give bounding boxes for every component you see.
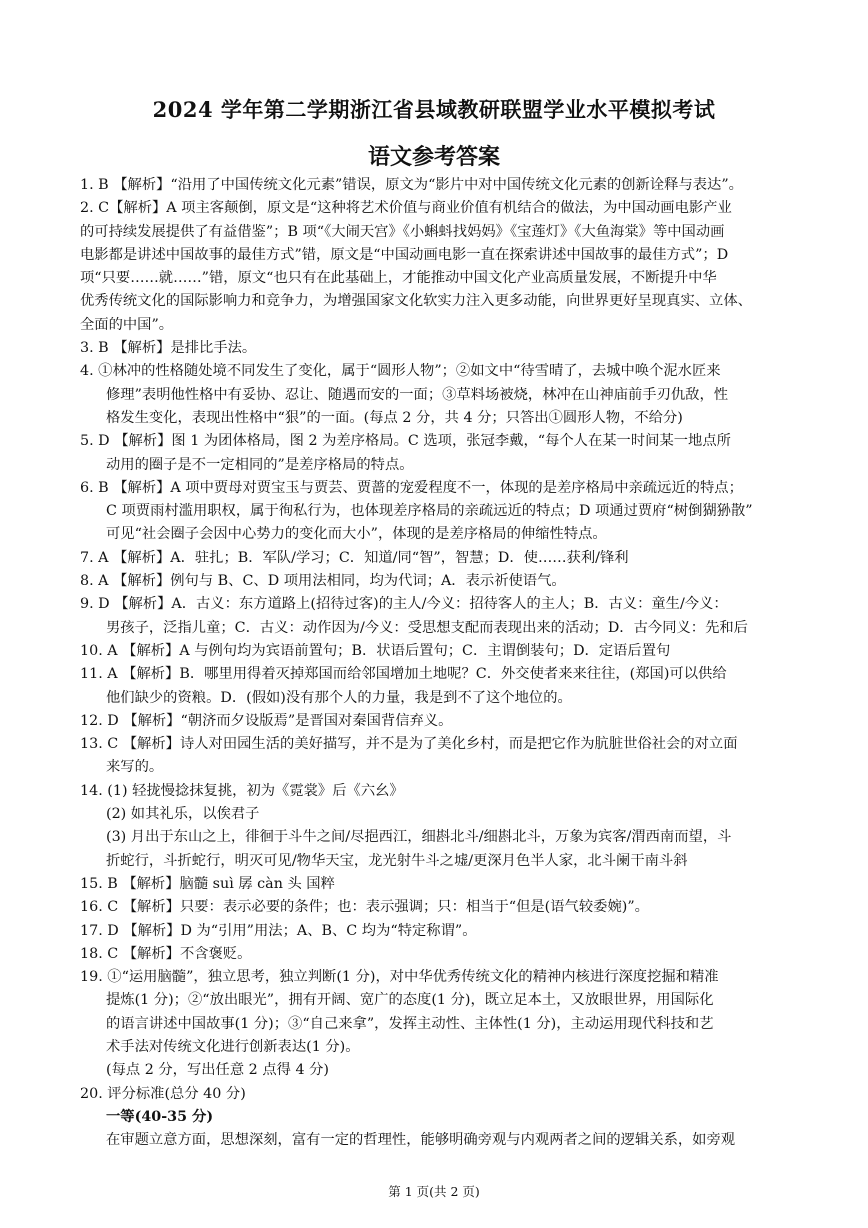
answer-line: 11. A 【解析】B．哪里用得着灭掉郑国而给邻国增加土地呢？C．外交使者来来往往，(郑国)可以供给 <box>80 666 727 683</box>
answer-line: 一等(40-35 分) <box>106 1108 214 1125</box>
answer-line: 全面的中国”。 <box>80 316 174 333</box>
answer-line: 15. B 【解析】脑髓 suì 孱 càn 头 国粹 <box>80 875 335 892</box>
answer-line: 在审题立意方面，思想深刻，富有一定的哲理性，能够明确旁观与内观两者之间的逻辑关系，如旁观 <box>106 1132 736 1149</box>
answer-line: 4. ①林冲的性格随处境不同发生了变化，属于“圆形人物”；②如文中“待雪晴了，去城中唤个泥水匠来 <box>80 363 721 380</box>
answer-line: 2. C【解析】A 项主客颠倒，原文是“这种将艺术价值与商业价值有机结合的做法，为中国动画电影产业 <box>80 200 732 217</box>
answer-line: 17. D 【解析】D 为“引用”用法；A、B、C 均为“特定称谓”。 <box>80 922 477 939</box>
answer-line: 动用的圈子是不一定相同的”是差序格局的特点。 <box>106 456 414 473</box>
answer-key-title: 语文参考答案 <box>367 144 500 170</box>
answer-line: 5. D 【解析】图 1 为团体格局，图 2 为差序格局。C 选项，张冠李戴，“每个人在某一时间某一地点所 <box>80 433 731 450</box>
answer-line: 14. (1) 轻拢慢捻抹复挑，初为《霓裳》后《六幺》 <box>80 782 404 799</box>
answer-line: 20. 评分标准(总分 40 分) <box>80 1085 246 1102</box>
answer-line: 电影都是讲述中国故事的最佳方式”错，原文是“中国动画电影一直在探索讲述中国故事的最佳方式”；D <box>80 246 729 263</box>
page-number: 第 1 页(共 2 页) <box>388 1184 480 1199</box>
answer-line: 男孩子，泛指儿童；C．古义：动作因为/今义：受思想支配而表现出来的活动；D．古今同义：先和后 <box>106 619 748 636</box>
answer-line: 他们缺少的资粮。D．(假如)没有那个人的力量，我是到不了这个地位的。 <box>106 689 572 706</box>
answer-content <box>80 174 792 1152</box>
answer-line: 9. D 【解析】A．古义：东方道路上(招待过客)的主人/今义：招待客人的主人；B．古义：童生/今义： <box>80 596 728 613</box>
answer-line: 的语言讲述中国故事(1 分)；③“自己来拿”，发挥主动性、主体性(1 分)，主动运用现代科技和艺 <box>106 1015 714 1032</box>
answer-line: 7. A 【解析】A．驻扎；B．军队/学习；C．知道/同“智”，智慧；D．使……获利/锋利 <box>80 549 629 566</box>
answer-line: 3. B 【解析】是排比手法。 <box>80 340 257 357</box>
answer-line: 折蛇行，斗折蛇行，明灭可见/物华天宝，龙光射牛斗之墟/更深月色半人家，北斗阑干南斗斜 <box>106 852 688 869</box>
answer-line: 13. C 【解析】诗人对田园生活的美好描写，并不是为了美化乡村，而是把它作为肮脏世俗社会的对立面 <box>80 736 738 753</box>
answer-line: 1. B 【解析】“沿用了中国传统文化元素”错误，原文为“影片中对中国传统文化元素的创新诠释与表达”。 <box>80 177 743 193</box>
answer-line: 术手法对传统文化进行创新表达(1 分)。 <box>106 1038 360 1055</box>
exam-title: 2024 学年第二学期浙江省县域教研联盟学业水平模拟考试 <box>152 97 716 122</box>
answer-line: 格发生变化，表现出性格中“狠”的一面。(每点 2 分，共 4 分；只答出①圆形人物，不给分) <box>106 409 683 426</box>
answer-line: 修理”表明他性格中有妥协、忍让、随遇而安的一面；③草料场被烧，林冲在山神庙前手刃仇敌，性 <box>106 386 729 403</box>
answer-line: 可见“社会圈子会因中心势力的变化而大小”，体现的是差序格局的伸缩性特点。 <box>106 526 607 543</box>
answer-line: 8. A 【解析】例句与 B、C、D 项用法相同，均为代词；A．表示祈使语气。 <box>80 573 566 590</box>
answer-line: 的可持续发展提供了有益借鉴”；B 项“《大闹天宫》《小蝌蚪找妈妈》《宝莲灯》《大鱼海棠》等中国动画 <box>80 223 725 240</box>
answer-line: 提炼(1 分)；②“放出眼光”，拥有开阔、宽广的态度(1 分)，既立足本土，又放眼世界，用国际化 <box>106 992 714 1009</box>
answer-line: 19. ①“运用脑髓”，独立思考，独立判断(1 分)，对中华优秀传统文化的精神内核进行深度挖掘和精准 <box>80 969 719 986</box>
answer-line: 6. B 【解析】A 项中贾母对贾宝玉与贾芸、贾蔷的宠爱程度不一，体现的是差序格局中亲疏远近的特点； <box>80 479 743 496</box>
answer-line: (每点 2 分，写出任意 2 点得 4 分) <box>106 1062 329 1079</box>
answer-line: 优秀传统文化的国际影响力和竞争力，为增强国家文化软实力注入更多动能，向世界更好呈现真实、立体、 <box>80 293 752 310</box>
answer-line: 10. A 【解析】A 与例句均为宾语前置句；B．状语后置句；C．主谓倒装句；D．定语后置句 <box>80 642 671 659</box>
answer-line: 16. C 【解析】只要：表示必要的条件；也：表示强调；只：相当于“但是(语气较委婉)”。 <box>80 899 649 916</box>
answer-line: C 项贾雨村滥用职权，属于徇私行为，也体现差序格局的亲疏远近的特点；D 项通过贾府“树倒猢狲散” <box>106 503 753 520</box>
answer-line: 18. C 【解析】不含褒贬。 <box>80 945 252 962</box>
answer-line: (2) 如其礼乐，以俟君子 <box>106 806 260 823</box>
answer-line: 12. D 【解析】“朝济而夕设版焉”是晋国对秦国背信弃义。 <box>80 712 453 729</box>
answer-line: 项“只要……就……”错，原文“也只有在此基础上，才能推动中国文化产业高质量发展，不断提升中华 <box>80 270 717 287</box>
answer-line: 来写的。 <box>106 759 164 776</box>
answer-line: (3) 月出于东山之上，徘徊于斗牛之间/尽挹西江，细斟北斗/细斟北斗，万象为宾客/渭西南而望，斗 <box>106 829 732 846</box>
